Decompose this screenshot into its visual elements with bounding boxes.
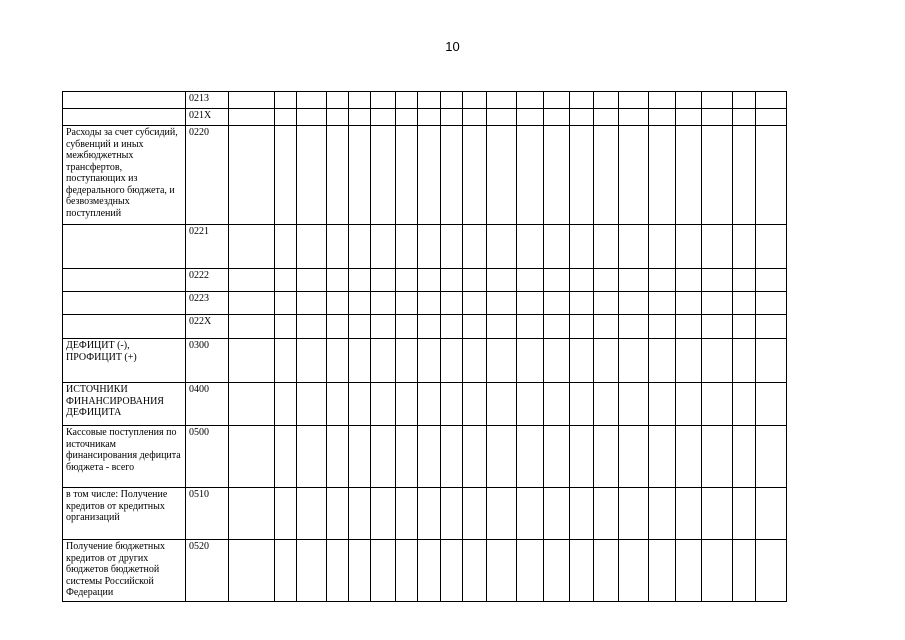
value-cell bbox=[594, 126, 619, 225]
value-cell bbox=[441, 126, 463, 225]
row-code: 0223 bbox=[186, 292, 229, 315]
value-cell bbox=[517, 488, 544, 540]
value-cell bbox=[327, 269, 349, 292]
value-cell bbox=[463, 109, 487, 126]
value-cell bbox=[676, 540, 702, 602]
value-cell bbox=[297, 225, 327, 269]
value-cell bbox=[371, 292, 396, 315]
value-cell bbox=[371, 540, 396, 602]
table-row bbox=[63, 540, 787, 602]
value-cell bbox=[297, 269, 327, 292]
value-cell bbox=[619, 292, 649, 315]
value-cell bbox=[619, 126, 649, 225]
value-cell bbox=[517, 540, 544, 602]
table-row bbox=[63, 126, 787, 225]
value-cell bbox=[733, 540, 756, 602]
value-cell bbox=[570, 426, 594, 488]
value-cell bbox=[702, 488, 733, 540]
value-cell bbox=[517, 126, 544, 225]
value-cell bbox=[570, 292, 594, 315]
value-cell bbox=[544, 383, 570, 426]
row-code: 0500 bbox=[186, 426, 229, 488]
value-cell bbox=[733, 225, 756, 269]
value-cell bbox=[733, 339, 756, 383]
value-cell bbox=[649, 109, 676, 126]
value-cell bbox=[594, 339, 619, 383]
value-cell bbox=[649, 383, 676, 426]
value-cell bbox=[702, 383, 733, 426]
value-cell bbox=[649, 225, 676, 269]
value-cell bbox=[371, 126, 396, 225]
value-cell bbox=[570, 488, 594, 540]
value-cell bbox=[544, 339, 570, 383]
value-cell bbox=[229, 383, 275, 426]
value-cell bbox=[349, 225, 371, 269]
value-cell bbox=[517, 225, 544, 269]
value-cell bbox=[463, 92, 487, 109]
row-code: 0520 bbox=[186, 540, 229, 602]
row-label: ИСТОЧНИКИ ФИНАНСИРОВАНИЯ ДЕФИЦИТА bbox=[63, 383, 186, 426]
value-cell bbox=[756, 339, 787, 383]
value-cell bbox=[487, 426, 517, 488]
value-cell bbox=[733, 315, 756, 339]
value-cell bbox=[327, 109, 349, 126]
value-cell bbox=[349, 540, 371, 602]
value-cell bbox=[418, 383, 441, 426]
value-cell bbox=[396, 92, 418, 109]
row-label bbox=[63, 269, 186, 292]
value-cell bbox=[349, 292, 371, 315]
row-code: 021X bbox=[186, 109, 229, 126]
value-cell bbox=[594, 269, 619, 292]
value-cell bbox=[702, 269, 733, 292]
value-cell bbox=[544, 426, 570, 488]
value-cell bbox=[676, 488, 702, 540]
value-cell bbox=[418, 292, 441, 315]
value-cell bbox=[371, 488, 396, 540]
value-cell bbox=[396, 383, 418, 426]
value-cell bbox=[702, 126, 733, 225]
value-cell bbox=[396, 540, 418, 602]
value-cell bbox=[649, 92, 676, 109]
value-cell bbox=[327, 426, 349, 488]
value-cell bbox=[275, 315, 297, 339]
value-cell bbox=[676, 426, 702, 488]
row-label: ДЕФИЦИТ (-), ПРОФИЦИТ (+) bbox=[63, 339, 186, 383]
value-cell bbox=[441, 225, 463, 269]
value-cell bbox=[676, 269, 702, 292]
value-cell bbox=[570, 540, 594, 602]
value-cell bbox=[619, 269, 649, 292]
value-cell bbox=[229, 126, 275, 225]
value-cell bbox=[649, 426, 676, 488]
value-cell bbox=[275, 339, 297, 383]
row-code: 0300 bbox=[186, 339, 229, 383]
value-cell bbox=[487, 225, 517, 269]
row-code: 022X bbox=[186, 315, 229, 339]
value-cell bbox=[441, 269, 463, 292]
value-cell bbox=[619, 225, 649, 269]
value-cell bbox=[733, 426, 756, 488]
value-cell bbox=[441, 383, 463, 426]
value-cell bbox=[676, 383, 702, 426]
table-row bbox=[63, 339, 787, 383]
value-cell bbox=[396, 315, 418, 339]
value-cell bbox=[297, 426, 327, 488]
table-row bbox=[63, 426, 787, 488]
value-cell bbox=[733, 488, 756, 540]
value-cell bbox=[594, 315, 619, 339]
value-cell bbox=[229, 225, 275, 269]
value-cell bbox=[418, 488, 441, 540]
value-cell bbox=[275, 225, 297, 269]
value-cell bbox=[327, 540, 349, 602]
value-cell bbox=[463, 339, 487, 383]
value-cell bbox=[418, 315, 441, 339]
value-cell bbox=[229, 269, 275, 292]
value-cell bbox=[441, 292, 463, 315]
value-cell bbox=[275, 109, 297, 126]
value-cell bbox=[418, 269, 441, 292]
row-label: Кассовые поступления по источникам финансирования дефицита бюджета - всего bbox=[63, 426, 186, 488]
value-cell bbox=[649, 540, 676, 602]
value-cell bbox=[517, 315, 544, 339]
value-cell bbox=[676, 109, 702, 126]
value-cell bbox=[702, 426, 733, 488]
value-cell bbox=[487, 92, 517, 109]
value-cell bbox=[702, 109, 733, 126]
value-cell bbox=[756, 269, 787, 292]
row-label bbox=[63, 92, 186, 109]
value-cell bbox=[396, 126, 418, 225]
value-cell bbox=[396, 109, 418, 126]
value-cell bbox=[517, 292, 544, 315]
value-cell bbox=[570, 383, 594, 426]
value-cell bbox=[733, 383, 756, 426]
value-cell bbox=[396, 488, 418, 540]
value-cell bbox=[275, 92, 297, 109]
value-cell bbox=[544, 315, 570, 339]
value-cell bbox=[463, 315, 487, 339]
value-cell bbox=[619, 383, 649, 426]
value-cell bbox=[371, 269, 396, 292]
value-cell bbox=[275, 383, 297, 426]
value-cell bbox=[756, 488, 787, 540]
budget-execution-table bbox=[62, 91, 787, 602]
value-cell bbox=[676, 315, 702, 339]
value-cell bbox=[544, 488, 570, 540]
value-cell bbox=[756, 383, 787, 426]
value-cell bbox=[570, 225, 594, 269]
value-cell bbox=[756, 109, 787, 126]
value-cell bbox=[756, 426, 787, 488]
value-cell bbox=[463, 126, 487, 225]
value-cell bbox=[570, 126, 594, 225]
value-cell bbox=[594, 426, 619, 488]
value-cell bbox=[371, 225, 396, 269]
value-cell bbox=[371, 426, 396, 488]
value-cell bbox=[487, 488, 517, 540]
value-cell bbox=[371, 315, 396, 339]
value-cell bbox=[297, 488, 327, 540]
value-cell bbox=[649, 292, 676, 315]
table-row bbox=[63, 292, 787, 315]
value-cell bbox=[517, 269, 544, 292]
value-cell bbox=[441, 426, 463, 488]
value-cell bbox=[756, 92, 787, 109]
value-cell bbox=[487, 126, 517, 225]
value-cell bbox=[544, 540, 570, 602]
value-cell bbox=[649, 488, 676, 540]
value-cell bbox=[619, 426, 649, 488]
value-cell bbox=[544, 269, 570, 292]
value-cell bbox=[487, 109, 517, 126]
value-cell bbox=[676, 126, 702, 225]
value-cell bbox=[463, 540, 487, 602]
value-cell bbox=[297, 540, 327, 602]
value-cell bbox=[396, 269, 418, 292]
value-cell bbox=[441, 339, 463, 383]
value-cell bbox=[418, 426, 441, 488]
row-code: 0221 bbox=[186, 225, 229, 269]
value-cell bbox=[544, 126, 570, 225]
value-cell bbox=[570, 92, 594, 109]
value-cell bbox=[229, 426, 275, 488]
value-cell bbox=[275, 292, 297, 315]
value-cell bbox=[418, 225, 441, 269]
value-cell bbox=[619, 339, 649, 383]
value-cell bbox=[619, 488, 649, 540]
value-cell bbox=[441, 488, 463, 540]
row-label: Получение бюджетных кредитов от других бюджетов бюджетной системы Российской Федерации bbox=[63, 540, 186, 602]
value-cell bbox=[487, 540, 517, 602]
value-cell bbox=[229, 540, 275, 602]
value-cell bbox=[544, 109, 570, 126]
value-cell bbox=[756, 292, 787, 315]
value-cell bbox=[297, 109, 327, 126]
value-cell bbox=[441, 92, 463, 109]
value-cell bbox=[327, 225, 349, 269]
value-cell bbox=[570, 339, 594, 383]
value-cell bbox=[463, 488, 487, 540]
value-cell bbox=[396, 426, 418, 488]
value-cell bbox=[649, 315, 676, 339]
value-cell bbox=[229, 292, 275, 315]
value-cell bbox=[517, 383, 544, 426]
table-row bbox=[63, 92, 787, 109]
value-cell bbox=[676, 92, 702, 109]
value-cell bbox=[756, 315, 787, 339]
value-cell bbox=[733, 109, 756, 126]
value-cell bbox=[676, 225, 702, 269]
value-cell bbox=[570, 315, 594, 339]
table-row bbox=[63, 315, 787, 339]
value-cell bbox=[594, 488, 619, 540]
value-cell bbox=[275, 426, 297, 488]
value-cell bbox=[418, 540, 441, 602]
value-cell bbox=[349, 383, 371, 426]
value-cell bbox=[463, 426, 487, 488]
value-cell bbox=[229, 488, 275, 540]
value-cell bbox=[349, 426, 371, 488]
value-cell bbox=[487, 339, 517, 383]
value-cell bbox=[275, 269, 297, 292]
value-cell bbox=[229, 315, 275, 339]
value-cell bbox=[371, 339, 396, 383]
value-cell bbox=[676, 292, 702, 315]
value-cell bbox=[441, 315, 463, 339]
value-cell bbox=[349, 126, 371, 225]
row-code: 0222 bbox=[186, 269, 229, 292]
value-cell bbox=[297, 315, 327, 339]
value-cell bbox=[327, 126, 349, 225]
value-cell bbox=[418, 339, 441, 383]
value-cell bbox=[649, 339, 676, 383]
value-cell bbox=[349, 488, 371, 540]
value-cell bbox=[327, 315, 349, 339]
value-cell bbox=[441, 109, 463, 126]
value-cell bbox=[619, 109, 649, 126]
value-cell bbox=[327, 292, 349, 315]
value-cell bbox=[349, 109, 371, 126]
row-label bbox=[63, 109, 186, 126]
value-cell bbox=[733, 126, 756, 225]
value-cell bbox=[594, 92, 619, 109]
value-cell bbox=[517, 92, 544, 109]
value-cell bbox=[275, 540, 297, 602]
value-cell bbox=[275, 126, 297, 225]
value-cell bbox=[371, 383, 396, 426]
value-cell bbox=[349, 315, 371, 339]
table-row bbox=[63, 383, 787, 426]
row-label bbox=[63, 315, 186, 339]
value-cell bbox=[327, 488, 349, 540]
value-cell bbox=[396, 339, 418, 383]
row-code: 0213 bbox=[186, 92, 229, 109]
value-cell bbox=[297, 292, 327, 315]
value-cell bbox=[396, 225, 418, 269]
value-cell bbox=[463, 383, 487, 426]
value-cell bbox=[702, 92, 733, 109]
value-cell bbox=[544, 225, 570, 269]
value-cell bbox=[487, 292, 517, 315]
value-cell bbox=[756, 225, 787, 269]
value-cell bbox=[594, 540, 619, 602]
table-row bbox=[63, 488, 787, 540]
value-cell bbox=[702, 292, 733, 315]
value-cell bbox=[418, 109, 441, 126]
value-cell bbox=[756, 126, 787, 225]
value-cell bbox=[702, 339, 733, 383]
value-cell bbox=[649, 269, 676, 292]
value-cell bbox=[418, 126, 441, 225]
row-label: в том числе: Получение кредитов от кредитных организаций bbox=[63, 488, 186, 540]
value-cell bbox=[297, 339, 327, 383]
value-cell bbox=[619, 315, 649, 339]
value-cell bbox=[702, 225, 733, 269]
value-cell bbox=[756, 540, 787, 602]
value-cell bbox=[418, 92, 441, 109]
row-code: 0510 bbox=[186, 488, 229, 540]
row-code: 0220 bbox=[186, 126, 229, 225]
value-cell bbox=[275, 488, 297, 540]
row-label bbox=[63, 292, 186, 315]
value-cell bbox=[649, 126, 676, 225]
table-row bbox=[63, 269, 787, 292]
value-cell bbox=[517, 426, 544, 488]
row-label bbox=[63, 225, 186, 269]
value-cell bbox=[517, 339, 544, 383]
value-cell bbox=[297, 126, 327, 225]
value-cell bbox=[570, 109, 594, 126]
value-cell bbox=[349, 269, 371, 292]
value-cell bbox=[441, 540, 463, 602]
value-cell bbox=[487, 383, 517, 426]
value-cell bbox=[463, 269, 487, 292]
value-cell bbox=[594, 109, 619, 126]
value-cell bbox=[463, 292, 487, 315]
value-cell bbox=[702, 540, 733, 602]
value-cell bbox=[297, 383, 327, 426]
value-cell bbox=[570, 269, 594, 292]
value-cell bbox=[229, 92, 275, 109]
value-cell bbox=[733, 269, 756, 292]
value-cell bbox=[229, 339, 275, 383]
value-cell bbox=[676, 339, 702, 383]
value-cell bbox=[544, 92, 570, 109]
page-number: 10 bbox=[445, 39, 460, 54]
value-cell bbox=[733, 292, 756, 315]
value-cell bbox=[349, 339, 371, 383]
value-cell bbox=[487, 315, 517, 339]
value-cell bbox=[229, 109, 275, 126]
row-label: Расходы за счет субсидий, субвенций и иных межбюджетных трансфертов, поступающих из федерального бюджета, и безвозмездных поступлений bbox=[63, 126, 186, 225]
value-cell bbox=[544, 292, 570, 315]
value-cell bbox=[371, 92, 396, 109]
value-cell bbox=[619, 92, 649, 109]
value-cell bbox=[619, 540, 649, 602]
value-cell bbox=[594, 292, 619, 315]
table-row bbox=[63, 225, 787, 269]
value-cell bbox=[327, 383, 349, 426]
table-row bbox=[63, 109, 787, 126]
value-cell bbox=[594, 383, 619, 426]
value-cell bbox=[463, 225, 487, 269]
value-cell bbox=[327, 339, 349, 383]
value-cell bbox=[297, 92, 327, 109]
value-cell bbox=[371, 109, 396, 126]
value-cell bbox=[594, 225, 619, 269]
value-cell bbox=[396, 292, 418, 315]
value-cell bbox=[702, 315, 733, 339]
value-cell bbox=[733, 92, 756, 109]
value-cell bbox=[327, 92, 349, 109]
row-code: 0400 bbox=[186, 383, 229, 426]
value-cell bbox=[517, 109, 544, 126]
value-cell bbox=[349, 92, 371, 109]
value-cell bbox=[487, 269, 517, 292]
